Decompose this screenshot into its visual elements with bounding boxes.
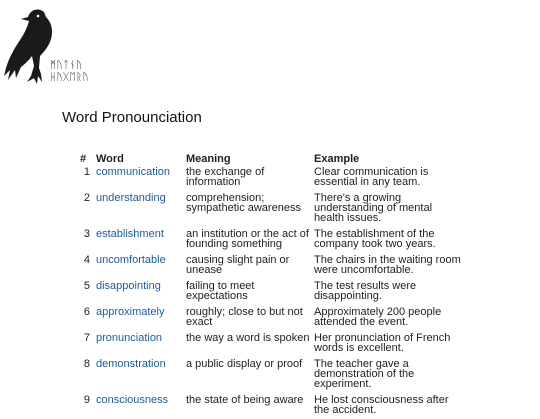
word-link[interactable]: uncomfortable: [96, 254, 166, 266]
site-logo[interactable]: [4, 4, 94, 86]
meaning-cell: the way a word is spoken: [186, 332, 310, 344]
example-cell: The test results were disappointing.: [314, 280, 417, 302]
example-cell: The establishment of the company took two years.: [314, 228, 436, 250]
word-cell: [94, 357, 184, 393]
word-link[interactable]: establishment: [96, 228, 164, 240]
table-row: [78, 165, 464, 191]
word-cell: [94, 253, 184, 279]
word-link[interactable]: pronunciation: [96, 332, 163, 344]
table-header-row: [78, 152, 464, 165]
row-number: 9: [83, 394, 90, 406]
word-cell: [94, 331, 184, 357]
table-row: [78, 305, 464, 331]
meaning-cell: failing to meet expectations: [186, 280, 255, 302]
word-link[interactable]: demonstration: [96, 358, 166, 370]
word-cell: [94, 279, 184, 305]
row-number: 3: [83, 228, 90, 240]
table-row: [78, 393, 464, 419]
meaning-cell: the state of being aware: [186, 394, 304, 406]
meaning-cell: the exchange of information: [186, 166, 265, 188]
example-cell: Approximately 200 people attended the event.: [314, 306, 442, 328]
page-title: Word Pronounciation: [62, 109, 202, 126]
row-number: 7: [83, 332, 90, 344]
row-number: 5: [83, 280, 90, 292]
row-number: 1: [83, 166, 90, 178]
example-cell: Her pronunciation of French words is excellent.: [314, 332, 451, 354]
row-number: 8: [83, 358, 90, 370]
table-row: [78, 253, 464, 279]
meaning-cell: an institution or the act of founding something: [186, 228, 309, 250]
logo-text-line2: ᚺᚢᚷᛖᚱᚢ: [50, 72, 89, 83]
table-row: [78, 357, 464, 393]
word-cell: [94, 305, 184, 331]
meaning-cell: a public display or proof: [186, 358, 303, 370]
example-cell: The teacher gave a demonstration of the experiment.: [314, 358, 415, 390]
word-link[interactable]: disappointing: [96, 280, 161, 292]
word-link[interactable]: communication: [96, 166, 170, 178]
table-row: [78, 191, 464, 227]
header-word: Word: [96, 153, 124, 165]
meaning-cell: roughly; close to but not exact: [186, 306, 303, 328]
header-example: Example: [314, 153, 360, 165]
table-row: [78, 227, 464, 253]
word-cell: [94, 165, 184, 191]
table-row: [78, 331, 464, 357]
word-cell: [94, 227, 184, 253]
word-link[interactable]: consciousness: [96, 394, 169, 406]
row-number: 4: [83, 254, 90, 266]
example-cell: He lost consciousness after the accident.: [314, 394, 449, 416]
table-row: [78, 279, 464, 305]
logo-text-line1: ᛗᚢᛏᚾᚢ: [50, 60, 83, 71]
word-cell: [94, 393, 184, 419]
meaning-cell: causing slight pain or unease: [186, 254, 290, 276]
word-link[interactable]: understanding: [96, 192, 166, 204]
header-number: #: [80, 153, 87, 165]
row-number: 6: [83, 306, 90, 318]
row-number: 2: [83, 192, 90, 204]
header-meaning: Meaning: [186, 153, 231, 165]
example-cell: There's a growing understanding of mental health issues.: [314, 192, 433, 224]
word-cell: [94, 191, 184, 227]
example-cell: The chairs in the waiting room were uncomfortable.: [314, 254, 461, 276]
example-cell: Clear communication is essential in any team.: [314, 166, 429, 188]
meaning-cell: comprehension; sympathetic awareness: [186, 192, 301, 214]
words-table: [78, 152, 464, 419]
word-link[interactable]: approximately: [96, 306, 165, 318]
